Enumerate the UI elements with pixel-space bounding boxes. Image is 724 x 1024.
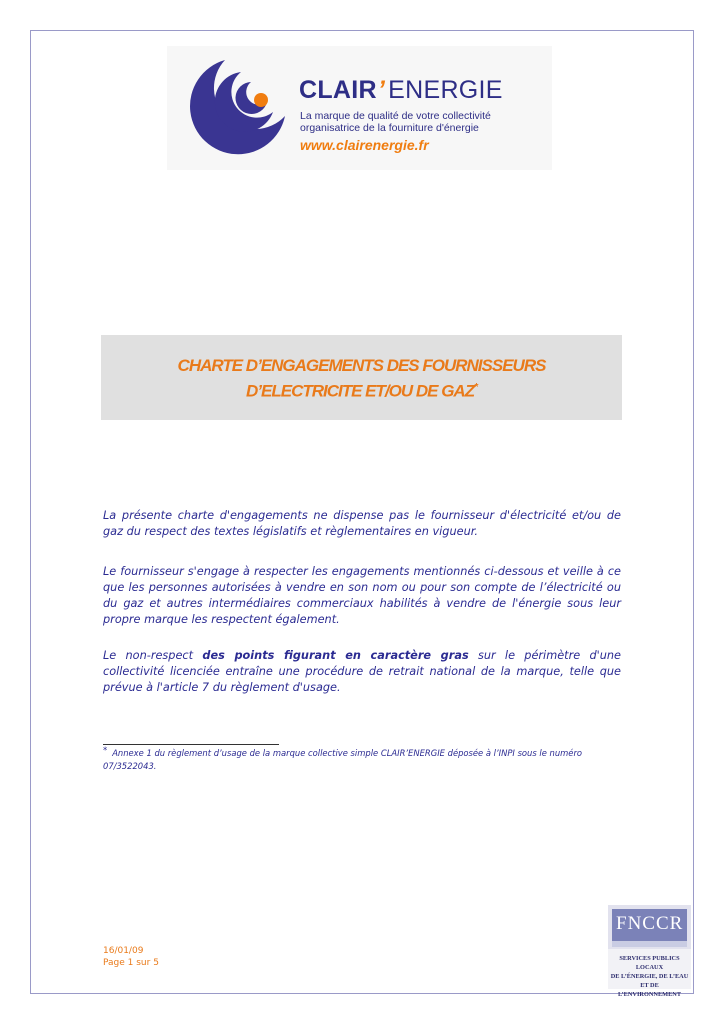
page-footer: [103, 945, 159, 969]
footnote: * Annexe 1 du règlement d’usage de la marque collective simple CLAIR’ENERGIE déposée à l’INPI sous le numéro 07/3522043.: [103, 745, 583, 771]
footnote-separator: [103, 744, 279, 745]
paragraph-2: Le fournisseur s'engage à respecter les engagements mentionnés ci-dessous et veille à ce que les personnes autorisées à vendre en son nom ou pour son compte de l’électricité ou du gaz et autres intermédiaires commerciaux habilités à vendre de l'énergie sous leur propre marque les respectent également.: [103, 565, 621, 626]
paragraph-1: La présente charte d'engagements ne dispense pas le fournisseur d'électricité et/ou de gaz du respect des textes législatifs et règlementaires en vigueur.: [103, 509, 621, 538]
footnote-reference: *: [474, 382, 477, 393]
brand-tagline: La marque de qualité de votre collectivité organisatrice de la fourniture d'énergie: [300, 110, 491, 134]
fnccr-logo: FNCCR SERVICES PUBLICS LOCAUX DE L’ÉNERGIE, DE L’EAU ET DE L’ENVIRONNEMENT: [608, 905, 691, 989]
footer-page-number: Page 1 sur 5: [103, 958, 159, 968]
brand-name: CLAIR’ ENERGIE: [299, 76, 503, 104]
brand-url: www.clairenergie.fr: [300, 137, 429, 153]
clair-energie-logo: [167, 46, 552, 170]
paragraph-3: Le non-respect des points figurant en caractère gras sur le périmètre d'une collectivité licenciée entraîne une procédure de retrait national de la marque, telle que prévue à l'article 7 du règlement d'usage.: [103, 649, 621, 694]
document-title: CHARTE D’ENGAGEMENTS DES FOURNISSEURS D’ELECTRICITE ET/OU DE GAZ*: [177, 356, 546, 401]
title-banner: [101, 335, 622, 420]
footer-date: 16/01/09: [103, 946, 144, 956]
swirl-icon: [167, 46, 297, 170]
